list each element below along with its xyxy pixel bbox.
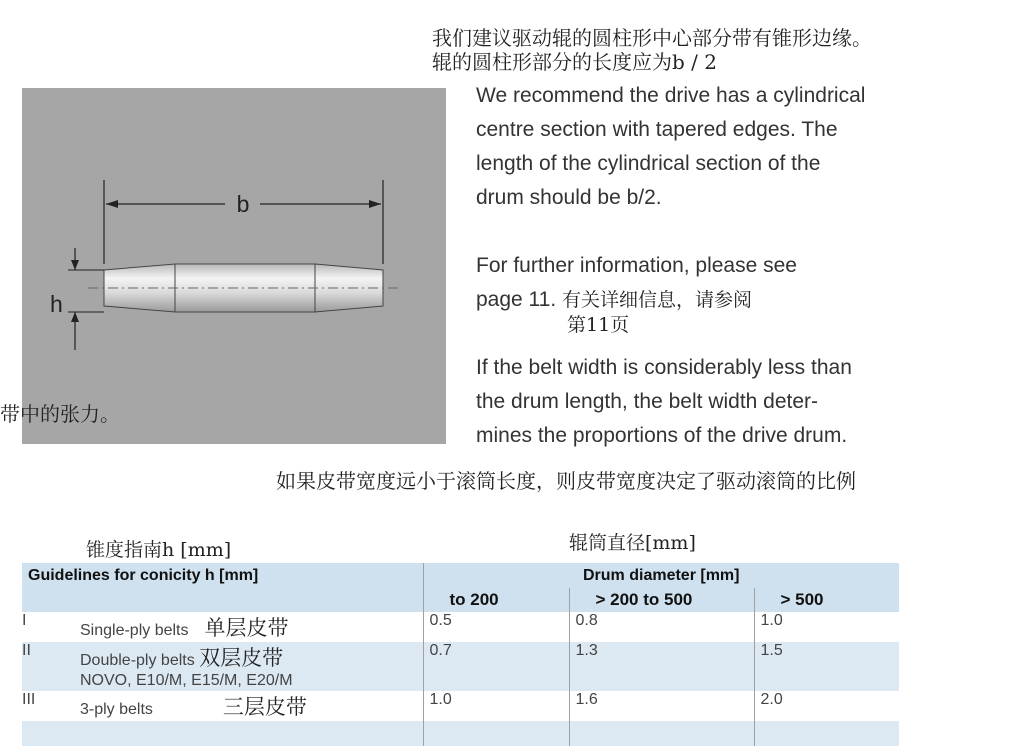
drum-illustration xyxy=(22,88,446,444)
chinese-see-page-2: 第11页 xyxy=(567,314,630,336)
english-paragraph-2 xyxy=(476,249,797,317)
english-p3-line: If the belt width is considerably less than xyxy=(476,356,852,379)
table-row xyxy=(22,642,899,691)
arrowhead-left xyxy=(106,200,118,208)
subheader-empty xyxy=(22,588,74,612)
english-p3-line: the drum length, the belt width deter- xyxy=(476,390,819,413)
empty-cell xyxy=(754,721,899,746)
table-row xyxy=(22,612,899,642)
english-p1-line: drum should be b/2. xyxy=(476,186,662,209)
belt-type-label: Double-ply belts xyxy=(80,652,195,669)
row-roman: II xyxy=(22,642,74,691)
value-over-500: 1.5 xyxy=(754,642,899,691)
empty-cell xyxy=(22,721,74,746)
belt-type-chinese: 单层皮带 xyxy=(204,616,289,640)
col-header-over-500: > 500 xyxy=(754,588,899,612)
belt-type-chinese: 双层皮带 xyxy=(199,646,284,670)
table-subheader-row xyxy=(22,588,899,612)
row-roman: III xyxy=(22,691,36,708)
row-description xyxy=(74,612,423,642)
label-h: h xyxy=(50,291,63,317)
arrowhead-right xyxy=(369,200,381,208)
col-header-200-500: > 200 to 500 xyxy=(569,588,754,612)
row-description xyxy=(74,691,423,721)
value-over-500: 1.0 xyxy=(754,612,899,642)
row-roman: I xyxy=(22,612,27,629)
subheader-empty xyxy=(74,588,423,612)
value-to-200: 1.0 xyxy=(423,691,569,721)
chinese-belt-width-note: 如果皮带宽度远小于滚筒长度，则皮带宽度决定了驱动滚筒的比例 xyxy=(276,469,856,493)
header-guidelines: Guidelines for conicity h [mm] xyxy=(22,563,423,588)
chinese-conicity-caption: 锥度指南h [mm] xyxy=(86,539,232,561)
english-p1-line: centre section with tapered edges. The xyxy=(476,118,838,141)
empty-cell xyxy=(569,721,754,746)
col-header-to-200: to 200 xyxy=(423,588,569,612)
belt-type-examples: NOVO, E10/M, E15/M, E20/M xyxy=(80,672,293,689)
value-200-500: 1.3 xyxy=(569,642,754,691)
table-row xyxy=(22,691,899,721)
english-p2-line-2: page 11. xyxy=(476,288,557,311)
value-200-500: 0.8 xyxy=(569,612,754,642)
belt-type-chinese: 三层皮带 xyxy=(222,695,307,719)
value-to-200: 0.7 xyxy=(423,642,569,691)
label-b: b xyxy=(236,191,250,217)
value-200-500: 1.6 xyxy=(569,691,754,721)
header-drum-diameter: Drum diameter [mm] xyxy=(423,563,899,588)
h-arrowhead-bottom xyxy=(71,312,79,322)
drum-diagram xyxy=(22,88,446,444)
english-p2-line-1: For further information, please see xyxy=(476,254,797,277)
table-header-row xyxy=(22,563,899,588)
chinese-tension-text: 带中的张力。 xyxy=(0,402,120,426)
value-over-500: 2.0 xyxy=(754,691,899,721)
belt-type-label: Single-ply belts xyxy=(80,622,189,639)
english-p1-line: We recommend the drive has a cylindrical xyxy=(476,84,866,107)
value-to-200: 0.5 xyxy=(423,612,569,642)
english-p3-line: mines the proportions of the drive drum. xyxy=(476,424,848,447)
empty-cell xyxy=(74,721,423,746)
conicity-guidelines-table xyxy=(22,563,899,746)
chinese-see-page-1: 有关详细信息，请参阅 xyxy=(562,289,753,311)
empty-cell xyxy=(423,721,569,746)
table-row-empty xyxy=(22,721,899,746)
chinese-note-line-2: 辊的圆柱形部分的长度应为b / 2 xyxy=(432,50,717,74)
chinese-note-line-1: 我们建议驱动辊的圆柱形中心部分带有锥形边缘。 xyxy=(432,26,872,50)
chinese-drum-caption: 辊筒直径[mm] xyxy=(569,532,696,554)
english-paragraph-1 xyxy=(476,79,865,215)
english-paragraph-3 xyxy=(476,351,852,453)
h-arrowhead-top xyxy=(71,260,79,270)
english-p1-line: length of the cylindrical section of the xyxy=(476,152,821,175)
belt-type-label: 3-ply belts xyxy=(80,701,153,718)
row-description xyxy=(74,642,423,691)
